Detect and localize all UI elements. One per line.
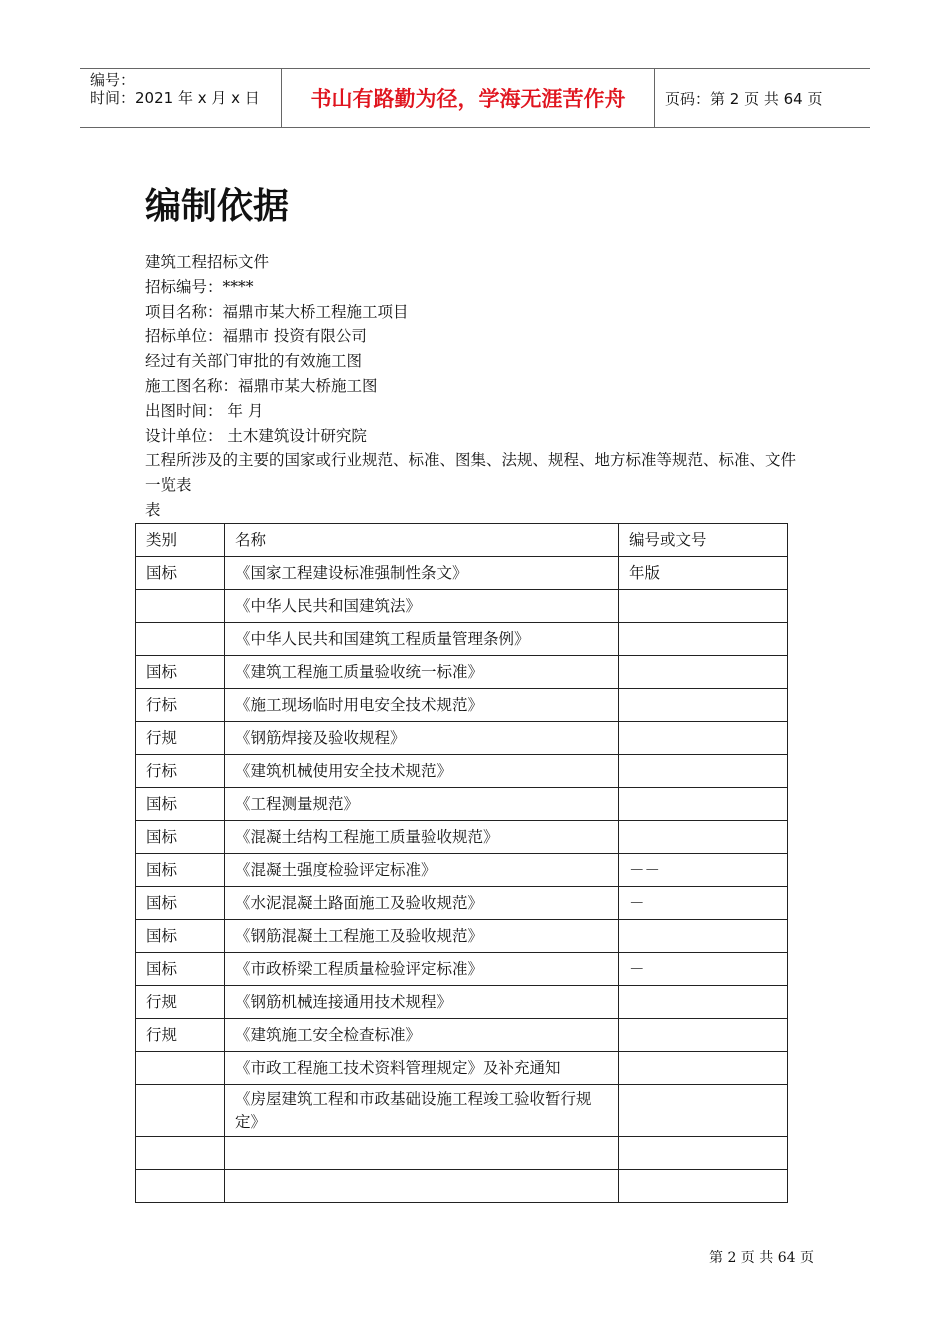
page-title: 编制依据 (145, 186, 290, 227)
cell-category: 行标 (136, 689, 225, 722)
table-row (136, 1052, 788, 1085)
cell-code (619, 920, 788, 953)
cell-code (619, 821, 788, 854)
cell-name (225, 1137, 619, 1170)
table-row (136, 788, 788, 821)
cell-name: 《房屋建筑工程和市政基础设施工程竣工验收暂行规定》 (225, 1085, 619, 1137)
table-row (136, 755, 788, 788)
table-row (136, 854, 788, 887)
table-row (136, 590, 788, 623)
page-footer: 第 2 页 共 64 页 (709, 1250, 814, 1266)
text-line: 一览表 (145, 476, 192, 495)
cell-code (619, 689, 788, 722)
text-line: 出图时间： 年 月 (145, 401, 264, 420)
cell-name: 《水泥混凝土路面施工及验收规范》 (225, 887, 619, 920)
cell-code (619, 1137, 788, 1170)
cell-category (136, 1085, 225, 1137)
table-row (136, 887, 788, 920)
text-line: 建筑工程招标文件 (145, 253, 270, 271)
cell-name: 《混凝土强度检验评定标准》 (225, 854, 619, 887)
cell-name: 《建筑施工安全检查标准》 (225, 1019, 619, 1052)
cell-category: 行规 (136, 1019, 225, 1052)
table-row (136, 986, 788, 1019)
cell-code: －－ (619, 854, 788, 887)
text-line: 经过有关部门审批的有效施工图 (145, 352, 363, 371)
table-row (136, 920, 788, 953)
cell-category: 国标 (136, 557, 225, 590)
header-name: 名称 (225, 524, 619, 557)
cell-code (619, 1019, 788, 1052)
cell-name: 《建筑机械使用安全技术规范》 (225, 755, 619, 788)
basis-text (145, 250, 815, 523)
cell-code: 年版 (619, 557, 788, 590)
text-line: 工程所涉及的主要的国家或行业规范、标准、图集、法规、规程、地方标准等规范、标准、文件 (145, 451, 797, 470)
text-line: 招标单位：福鼎市 投资有限公司 (145, 327, 367, 346)
table-row (136, 656, 788, 689)
cell-category: 行标 (136, 755, 225, 788)
cell-code (619, 986, 788, 1019)
cell-name: 《市政工程施工技术资料管理规定》及补充通知 (225, 1052, 619, 1085)
cell-category: 国标 (136, 887, 225, 920)
cell-name: 《国家工程建设标准强制性条文》 (225, 557, 619, 590)
table-row (136, 1137, 788, 1170)
header-time: 时间：2021 年 x 月 x 日 (90, 89, 260, 107)
table-row (136, 689, 788, 722)
cell-category: 国标 (136, 656, 225, 689)
cell-code (619, 722, 788, 755)
page-header (80, 68, 870, 128)
cell-code (619, 590, 788, 623)
table-row (136, 623, 788, 656)
text-line: 项目名称：福鼎市某大桥工程施工项目 (145, 302, 409, 321)
cell-category (136, 623, 225, 656)
cell-name: 《中华人民共和国建筑法》 (225, 590, 619, 623)
cell-name: 《中华人民共和国建筑工程质量管理条例》 (225, 623, 619, 656)
cell-code (619, 755, 788, 788)
cell-category: 国标 (136, 854, 225, 887)
cell-category: 国标 (136, 788, 225, 821)
cell-category: 国标 (136, 953, 225, 986)
cell-name: 《钢筋混凝土工程施工及验收规范》 (225, 920, 619, 953)
cell-name: 《钢筋机械连接通用技术规程》 (225, 986, 619, 1019)
cell-code (619, 656, 788, 689)
cell-category (136, 590, 225, 623)
cell-code (619, 1085, 788, 1137)
cell-name (225, 1170, 619, 1203)
header-category: 类别 (136, 524, 225, 557)
header-meta (80, 69, 282, 127)
cell-code: － (619, 887, 788, 920)
cell-category (136, 1170, 225, 1203)
cell-name: 《市政桥梁工程质量检验评定标准》 (225, 953, 619, 986)
table-row (136, 1170, 788, 1203)
text-line: 施工图名称：福鼎市某大桥施工图 (145, 376, 378, 395)
cell-name: 《钢筋焊接及验收规程》 (225, 722, 619, 755)
cell-code (619, 788, 788, 821)
table-row (136, 1085, 788, 1137)
cell-category: 行规 (136, 722, 225, 755)
header-page-info: 页码：第 2 页 共 64 页 (665, 89, 823, 108)
text-line: 表 (145, 500, 161, 519)
standards-table (135, 523, 788, 1203)
table-row (136, 821, 788, 854)
cell-category (136, 1137, 225, 1170)
table-header-row (136, 524, 788, 557)
table-row (136, 1019, 788, 1052)
header-code: 编号或文号 (619, 524, 788, 557)
text-line: 设计单位： 土木建筑设计研究院 (145, 426, 367, 445)
cell-name: 《建筑工程施工质量验收统一标准》 (225, 656, 619, 689)
cell-code (619, 1170, 788, 1203)
header-motto: 书山有路勤为径，学海无涯苦作舟 (282, 69, 655, 127)
cell-code (619, 1052, 788, 1085)
table-row (136, 557, 788, 590)
text-line: 招标编号：**** (145, 277, 254, 296)
cell-category: 国标 (136, 821, 225, 854)
cell-name: 《工程测量规范》 (225, 788, 619, 821)
cell-category (136, 1052, 225, 1085)
cell-category: 国标 (136, 920, 225, 953)
cell-name: 《混凝土结构工程施工质量验收规范》 (225, 821, 619, 854)
cell-category: 行规 (136, 986, 225, 1019)
table-row (136, 722, 788, 755)
cell-name: 《施工现场临时用电安全技术规范》 (225, 689, 619, 722)
header-number: 编号： (90, 71, 136, 89)
table-row (136, 953, 788, 986)
cell-code (619, 623, 788, 656)
cell-code: － (619, 953, 788, 986)
